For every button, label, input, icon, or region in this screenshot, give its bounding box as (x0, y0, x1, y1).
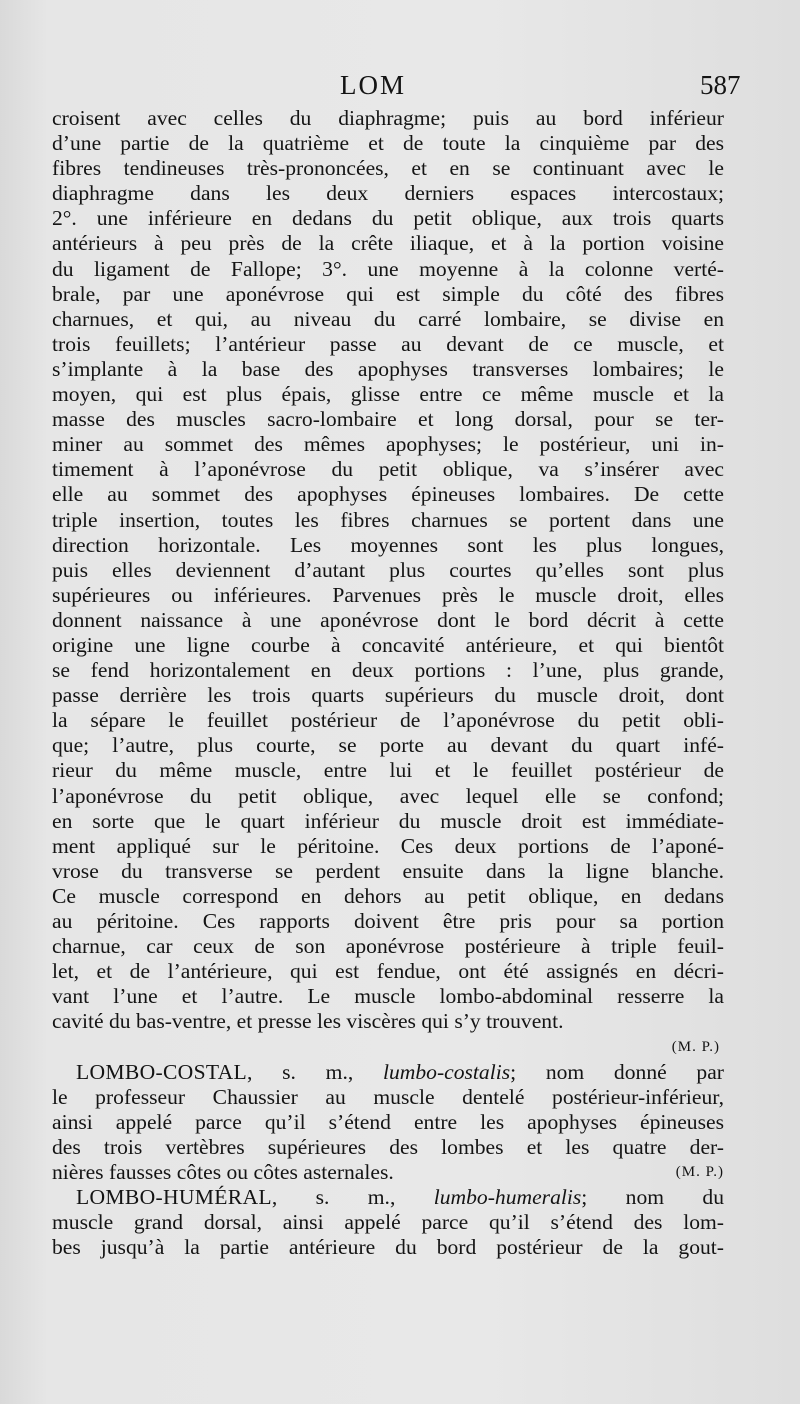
text-line-content: vrose du transverse se perdent ensuite dans la ligne blanche. (52, 858, 724, 883)
author-signature: (M. P.) (675, 1163, 724, 1180)
text-line (52, 508, 724, 533)
text-line (52, 633, 724, 658)
entry-latin-term: lumbo-costalis (382, 1059, 511, 1084)
text-line-content: s’implante à la base des apophyses transverses lombaires; le (52, 356, 724, 381)
text-line (52, 382, 724, 407)
entry-grammar: , s. m., (247, 1059, 383, 1084)
author-signature: (M. P.) (671, 1039, 720, 1056)
text-line-content: puis elles deviennent d’autant plus courtes qu’elles sont plus (52, 557, 724, 582)
text-line-content: nières fausses côtes ou côtes asternales. (52, 1159, 394, 1184)
text-line (52, 784, 724, 809)
text-line-content: antérieurs à peu près de la crête iliaque, et à la portion voisine (52, 231, 724, 256)
text-line (52, 558, 724, 583)
text-line-content: des trois vertèbres supérieures des lombes et les quatre der- (52, 1134, 724, 1159)
entry-headword: LOMBO-COSTAL (76, 1059, 248, 1084)
text-line-content: fibres tendineuses très-prononcées, et en se continuant avec le (52, 156, 724, 181)
text-line-content: croisent avec celles du diaphragme; puis au bord inférieur (52, 106, 724, 130)
text-line (52, 959, 724, 984)
text-line (52, 432, 724, 457)
text-line (52, 407, 724, 432)
text-line (52, 231, 724, 256)
text-line (52, 181, 724, 206)
text-line-content: la sépare le feuillet postérieur de l’aponévrose du petit obli- (52, 708, 724, 733)
text-line-content: origine une ligne courbe à concavité antérieure, et qui bientôt (52, 632, 724, 657)
text-line-content: muscle grand dorsal, ainsi appelé parce qu’il s’étend des lom- (52, 1210, 724, 1235)
text-line-content: le professeur Chaussier au muscle dentelé postérieur-inférieur, (52, 1084, 724, 1109)
text-line (52, 1160, 724, 1185)
text-line (52, 934, 724, 959)
entry-headword: LOMBO-HUMÉRAL (76, 1185, 272, 1210)
text-line-content: masse des muscles sacro-lombaire et long dorsal, pour se ter- (52, 407, 724, 432)
text-line-content: elle au sommet des apophyses épineuses lombaires. De cette (52, 482, 724, 507)
entry-text: ; nom du (581, 1185, 725, 1210)
text-line (52, 282, 724, 307)
text-line (52, 156, 724, 181)
text-line (52, 1235, 724, 1260)
text-line-content: en sorte que le quart inférieur du muscle droit est immédiate- (52, 808, 724, 833)
text-line (52, 332, 724, 357)
text-line (52, 733, 724, 758)
text-line-content: rieur du même muscle, entre lui et le feuillet postérieur de (52, 758, 724, 783)
text-line-content: brale, par une aponévrose qui est simple du côté des fibres (52, 281, 724, 306)
text-line-content: direction horizontale. Les moyennes sont les plus longues, (52, 532, 724, 557)
text-line (52, 106, 724, 131)
text-line-content: donnent naissance à une aponévrose dont le bord décrit à cette (52, 607, 724, 632)
text-line (52, 357, 724, 382)
text-line-content: d’une partie de la quatrième et de toute la cinquième par des (52, 131, 724, 156)
page-header (0, 70, 800, 106)
text-line (52, 206, 724, 231)
text-line-content: se fend horizontalement en deux portions : l’une, plus grande, (52, 658, 724, 683)
entry-lombo-costal (52, 1060, 724, 1185)
text-line (52, 1085, 724, 1110)
entry-grammar: , s. m., (271, 1185, 434, 1210)
text-line (52, 758, 724, 783)
body-text (52, 106, 724, 1260)
entry-latin-term: lumbo-humeralis (433, 1185, 582, 1210)
text-line (52, 457, 724, 482)
text-line (52, 1135, 724, 1160)
paragraph-lombo-abdominal-continued (52, 106, 724, 1034)
text-line (52, 307, 724, 332)
text-line (52, 658, 724, 683)
text-line (52, 809, 724, 834)
entry-body (52, 1210, 724, 1260)
text-line-content: 2°. une inférieure en dedans du petit oblique, aux trois quarts (52, 206, 724, 231)
text-line (52, 482, 724, 507)
text-line-content: charnues, et qui, au niveau du carré lombaire, se divise en (52, 306, 724, 331)
text-line (52, 1210, 724, 1235)
text-line (52, 683, 724, 708)
text-line-content: ment appliqué sur le péritoine. Ces deux portions de l’aponé- (52, 833, 724, 858)
text-line (52, 131, 724, 156)
text-line-content: diaphragme dans les deux derniers espaces intercostaux; (52, 181, 724, 206)
entry-first-line (52, 1185, 724, 1210)
text-line (52, 1110, 724, 1135)
text-line-content: supérieures ou inférieures. Parvenues près le muscle droit, elles (52, 582, 724, 607)
text-line (52, 834, 724, 859)
text-line-content: charnue, car ceux de son aponévrose postérieure à triple feuil- (52, 934, 724, 959)
text-line-content: cavité du bas-ventre, et presse les viscères qui s’y trouvent. (52, 1009, 564, 1034)
text-line (52, 708, 724, 733)
text-line (52, 909, 724, 934)
text-line (52, 1009, 724, 1034)
page-number: 587 (700, 70, 741, 100)
text-line-content: moyen, qui est plus épais, glisse entre ce même muscle et la (52, 382, 724, 407)
text-line-content: Ce muscle correspond en dehors au petit oblique, en dedans (52, 883, 724, 908)
running-head: LOM (340, 70, 406, 100)
text-line-content: que; l’autre, plus courte, se porte au devant du quart infé- (52, 733, 724, 758)
entry-text: ; nom donné par (510, 1059, 724, 1084)
text-line (52, 608, 724, 633)
entry-first-line (52, 1060, 724, 1085)
text-line-content: triple insertion, toutes les fibres charnues se portent dans une (52, 507, 724, 532)
entry-body (52, 1085, 724, 1185)
entry-lombo-humeral (52, 1185, 724, 1260)
text-line-content: l’aponévrose du petit oblique, avec lequel elle se confond; (52, 783, 724, 808)
text-line (52, 257, 724, 282)
text-line-content: du ligament de Fallope; 3°. une moyenne à la colonne verté- (52, 256, 724, 281)
text-line (52, 984, 724, 1009)
text-line-content: miner au sommet des mêmes apophyses; le postérieur, uni in- (52, 432, 724, 457)
text-line-content: let, et de l’antérieure, qui est fendue, ont été assignés en décri- (52, 959, 724, 984)
text-line-content: vant l’une et l’autre. Le muscle lombo-abdominal resserre la (52, 984, 724, 1009)
text-line-content: trois feuillets; l’antérieur passe au devant de ce muscle, et (52, 331, 724, 356)
signature-line (52, 1034, 724, 1059)
text-line (52, 583, 724, 608)
text-line-content: passe derrière les trois quarts supérieurs du muscle droit, dont (52, 683, 724, 708)
text-line (52, 859, 724, 884)
text-line-content: bes jusqu’à la partie antérieure du bord postérieur de la gout- (52, 1235, 724, 1260)
text-line (52, 884, 724, 909)
text-line-content: au péritoine. Ces rapports doivent être pris pour sa portion (52, 909, 724, 933)
text-line-content: ainsi appelé parce qu’il s’étend entre les apophyses épineuses (52, 1109, 724, 1134)
text-line-content: timement à l’aponévrose du petit oblique, va s’insérer avec (52, 457, 724, 482)
text-line (52, 533, 724, 558)
